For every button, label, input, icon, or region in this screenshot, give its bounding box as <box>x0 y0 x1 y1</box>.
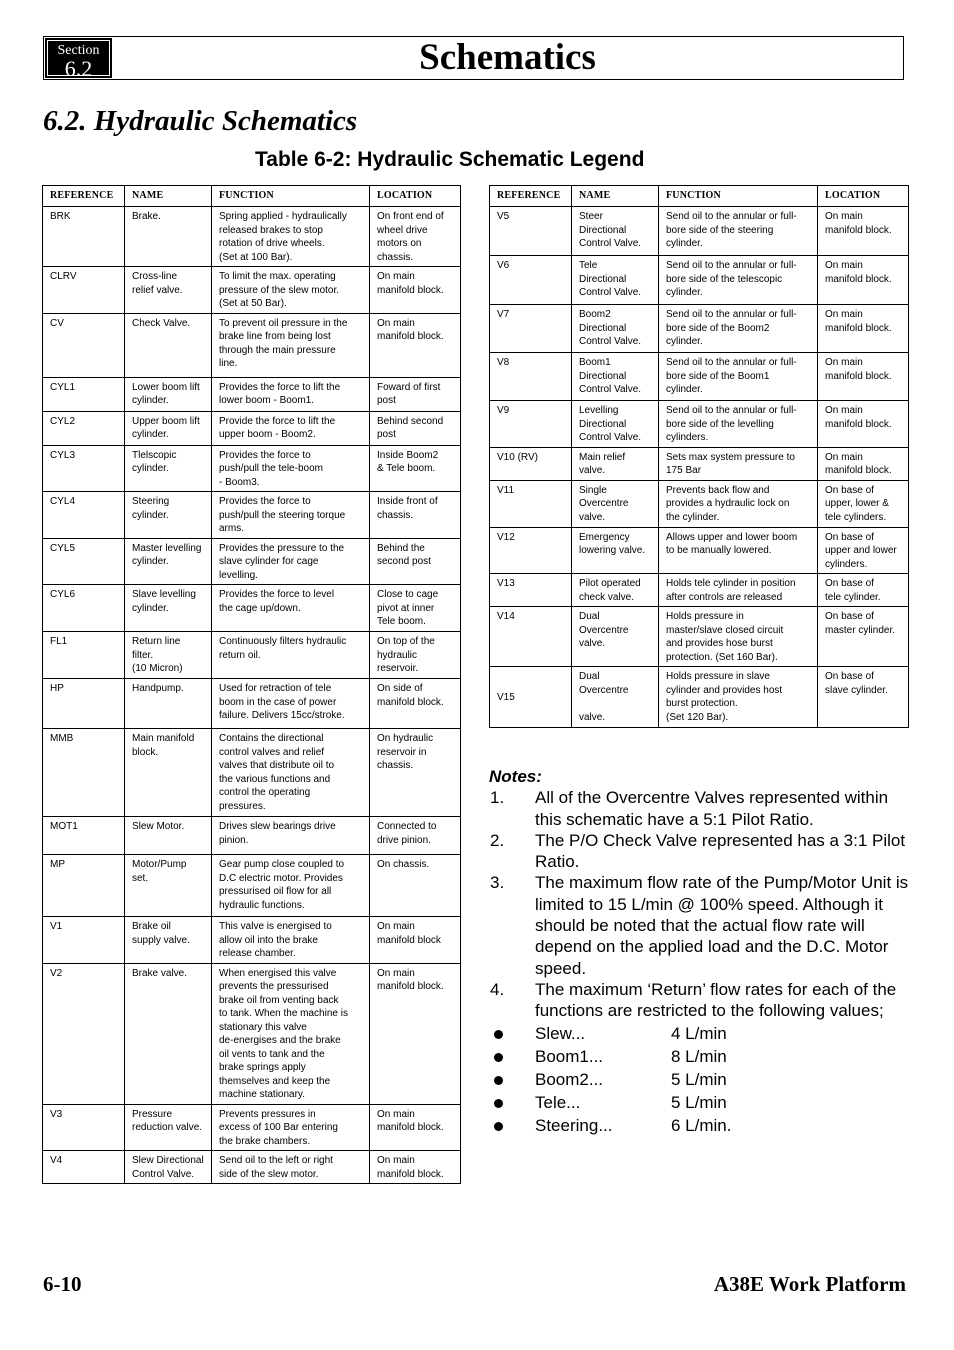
cell-function: Provides the force to push/pull the tele-boom - Boom3. <box>212 445 370 492</box>
section-badge <box>45 38 112 81</box>
cell-reference: V3 <box>43 1104 125 1151</box>
cell-function: Send oil to the annular or full- bore side of the Boom1 cylinder. <box>659 353 818 401</box>
section-heading: 6.2. Hydraulic Schematics <box>43 105 358 137</box>
cell-name: Levelling Directional Control Valve. <box>572 401 659 448</box>
column-header-reference: REFERENCE <box>43 186 125 207</box>
bullet-icon <box>494 1076 503 1085</box>
cell-reference: FL1 <box>43 632 125 679</box>
cell-reference: MOT1 <box>43 817 125 855</box>
cell-name: Dual Overcentre valve. <box>572 667 659 728</box>
cell-reference: CYL4 <box>43 492 125 539</box>
cell-location: On front end of wheel drive motors on chassis. <box>370 207 461 267</box>
table-row <box>490 401 909 448</box>
cell-location: On main manifold block <box>370 917 461 964</box>
cell-reference: V2 <box>43 963 125 1104</box>
cell-function: Used for retraction of tele boom in the case of power failure. Delivers 15cc/stroke. <box>212 679 370 729</box>
cell-name: Pilot operated check valve. <box>572 574 659 607</box>
cell-function: This valve is energised to allow oil into the brake release chamber. <box>212 917 370 964</box>
column-header-name: NAME <box>125 186 212 207</box>
cell-name: Brake valve. <box>125 963 212 1104</box>
column-header-location: LOCATION <box>370 186 461 207</box>
note-text: The maximum ‘Return’ flow rates for each of the functions are restricted to the following values; <box>535 979 897 1021</box>
cell-name: Upper boom lift cylinder. <box>125 411 212 445</box>
cell-name: Slave levelling cylinder. <box>125 585 212 632</box>
cell-reference: V10 (RV) <box>490 447 572 480</box>
section-label: Section <box>57 43 100 58</box>
table-row <box>43 377 461 411</box>
cell-location: On main manifold block. <box>818 401 909 448</box>
cell-function: Gear pump close coupled to D.C electric motor. Provides pressurised oil flow for all hydraulic functions. <box>212 855 370 917</box>
cell-function: To prevent oil pressure in the brake line from being lost through the main pressure line. <box>212 313 370 377</box>
cell-name: Tlelscopic cylinder. <box>125 445 212 492</box>
cell-reference: V7 <box>490 305 572 353</box>
flow-rate-function: Slew... <box>535 1023 586 1043</box>
flow-rate-value: 5 L/min <box>671 1069 727 1089</box>
cell-reference: CV <box>43 313 125 377</box>
page-title: Schematics <box>419 37 596 78</box>
table-row <box>490 607 909 667</box>
cell-name: Tele Directional Control Valve. <box>572 256 659 305</box>
table-row <box>43 679 461 729</box>
note-text: The maximum flow rate of the Pump/Motor Unit is limited to 15 L/min @ 100% speed. Although it should be noted that the actual flow rate will depend on the applied load and the D.C. Motor speed. <box>535 873 909 978</box>
table-row <box>43 445 461 492</box>
cell-location: On main manifold block. <box>370 267 461 314</box>
cell-function: Spring applied - hydraulically released brakes to stop rotation of drive wheels. (Set at 100 Bar). <box>212 207 370 267</box>
bullet-icon <box>494 1030 503 1039</box>
table-row <box>43 632 461 679</box>
table-row <box>43 729 461 817</box>
table-row <box>43 207 461 267</box>
cell-reference: V4 <box>43 1151 125 1184</box>
cell-function: Send oil to the annular or full- bore side of the telescopic cylinder. <box>659 256 818 305</box>
cell-reference: CYL5 <box>43 538 125 585</box>
table-row <box>43 492 461 539</box>
cell-function: Send oil to the annular or full- bore side of the Boom2 cylinder. <box>659 305 818 353</box>
cell-name: Boom2 Directional Control Valve. <box>572 305 659 353</box>
table-row <box>43 917 461 964</box>
cell-reference: V5 <box>490 207 572 256</box>
note-item <box>489 872 909 978</box>
cell-name: Main manifold block. <box>125 729 212 817</box>
note-item <box>489 830 909 873</box>
cell-location: Behind second post <box>370 411 461 445</box>
cell-location: On chassis. <box>370 855 461 917</box>
cell-name: Handpump. <box>125 679 212 729</box>
cell-name: Return line filter. (10 Micron) <box>125 632 212 679</box>
flow-rate-item <box>489 1022 909 1045</box>
cell-location: On main manifold block. <box>370 1151 461 1184</box>
cell-function: Prevents pressures in excess of 100 Bar entering the brake chambers. <box>212 1104 370 1151</box>
cell-name: Check Valve. <box>125 313 212 377</box>
cell-reference: V8 <box>490 353 572 401</box>
flow-rate-value: 8 L/min <box>671 1046 727 1066</box>
cell-location: Inside Boom2 & Tele boom. <box>370 445 461 492</box>
cell-function: Provides the force to push/pull the steering torque arms. <box>212 492 370 539</box>
cell-location: On main manifold block. <box>370 313 461 377</box>
cell-location: On main manifold block. <box>818 305 909 353</box>
table-row <box>43 411 461 445</box>
table-row <box>43 1151 461 1184</box>
cell-location: On hydraulic reservoir in chassis. <box>370 729 461 817</box>
cell-name: Boom1 Directional Control Valve. <box>572 353 659 401</box>
flow-rate-item <box>489 1114 909 1137</box>
cell-function: Sets max system pressure to 175 Bar <box>659 447 818 480</box>
note-item <box>489 787 909 830</box>
cell-reference: V1 <box>43 917 125 964</box>
cell-name: Steering cylinder. <box>125 492 212 539</box>
cell-function: Send oil to the left or right side of the slew motor. <box>212 1151 370 1184</box>
cell-reference: V14 <box>490 607 572 667</box>
cell-reference: CYL2 <box>43 411 125 445</box>
flow-rate-function: Tele... <box>535 1092 581 1112</box>
cell-location: On main manifold block. <box>370 1104 461 1151</box>
table-caption: Table 6-2: Hydraulic Schematic Legend <box>255 148 645 171</box>
notes-section <box>489 766 909 1137</box>
cell-name: Dual Overcentre valve. <box>572 607 659 667</box>
cell-function: Holds tele cylinder in position after controls are released <box>659 574 818 607</box>
table-row <box>43 313 461 377</box>
table-row <box>490 480 909 527</box>
cell-reference: MP <box>43 855 125 917</box>
table-row <box>490 353 909 401</box>
cell-name: Cross-line relief valve. <box>125 267 212 314</box>
cell-location: Connected to drive pinion. <box>370 817 461 855</box>
column-header-function: FUNCTION <box>659 186 818 207</box>
cell-location: On base of tele cylinder. <box>818 574 909 607</box>
cell-location: On base of slave cylinder. <box>818 667 909 728</box>
table-row <box>490 574 909 607</box>
table-row <box>490 447 909 480</box>
cell-location: On side of manifold block. <box>370 679 461 729</box>
table-header-row <box>490 186 909 207</box>
cell-name: Master levelling cylinder. <box>125 538 212 585</box>
bullet-icon <box>494 1122 503 1131</box>
table-row <box>43 855 461 917</box>
note-text: The P/O Check Valve represented has a 3:1 Pilot Ratio. <box>535 830 906 872</box>
note-text: All of the Overcentre Valves represented within this schematic have a 5:1 Pilot Ratio. <box>535 788 889 829</box>
cell-location: On base of upper, lower & tele cylinders. <box>818 480 909 527</box>
cell-name: Slew Motor. <box>125 817 212 855</box>
cell-name: Motor/Pump set. <box>125 855 212 917</box>
cell-location: On base of master cylinder. <box>818 607 909 667</box>
column-header-location: LOCATION <box>818 186 909 207</box>
flow-rate-function: Steering... <box>535 1115 613 1135</box>
cell-location: On main manifold block. <box>818 353 909 401</box>
cell-name: Main relief valve. <box>572 447 659 480</box>
note-number: 3. <box>490 873 505 893</box>
column-header-name: NAME <box>572 186 659 207</box>
cell-name: Emergency lowering valve. <box>572 527 659 574</box>
table-row <box>43 1104 461 1151</box>
cell-reference: V12 <box>490 527 572 574</box>
table-row <box>490 305 909 353</box>
note-number: 1. <box>490 788 505 808</box>
cell-location: On base of upper and lower cylinders. <box>818 527 909 574</box>
cell-function: Provide the force to lift the upper boom - Boom2. <box>212 411 370 445</box>
flow-rate-item <box>489 1045 909 1068</box>
cell-reference: V11 <box>490 480 572 527</box>
flow-rate-item <box>489 1091 909 1114</box>
cell-name: Brake. <box>125 207 212 267</box>
notes-title: Notes: <box>489 767 542 786</box>
table-row <box>43 817 461 855</box>
cell-reference: HP <box>43 679 125 729</box>
cell-function: Holds pressure in slave cylinder and provides host burst protection. (Set 120 Bar). <box>659 667 818 728</box>
cell-location: Behind the second post <box>370 538 461 585</box>
note-number: 2. <box>490 830 505 850</box>
table-row <box>43 267 461 314</box>
cell-name: Steer Directional Control Valve. <box>572 207 659 256</box>
cell-function: Contains the directional control valves and relief valves that distribute oil to the various functions and control the operating pressures. <box>212 729 370 817</box>
cell-function: Holds pressure in master/slave closed circuit and provides hose burst protection. (Set 160 Bar). <box>659 607 818 667</box>
legend-table-right <box>489 185 909 728</box>
cell-function: When energised this valve prevents the pressurised brake oil from venting back to tank. When the machine is stationary this valve de-energises and the brake oil vents to tank and the brake springs apply themselves and keep the machine stationary. <box>212 963 370 1104</box>
product-name: A38E Work Platform <box>713 1272 906 1296</box>
note-number: 4. <box>490 979 505 999</box>
cell-reference: BRK <box>43 207 125 267</box>
table-row <box>490 207 909 256</box>
cell-function: Drives slew bearings drive pinion. <box>212 817 370 855</box>
cell-function: Send oil to the annular or full- bore side of the steering cylinder. <box>659 207 818 256</box>
table-header-row <box>43 186 461 207</box>
cell-location: On main manifold block. <box>818 447 909 480</box>
column-header-reference: REFERENCE <box>490 186 572 207</box>
cell-reference: CYL1 <box>43 377 125 411</box>
page-number: 6-10 <box>43 1272 82 1296</box>
cell-function: Send oil to the annular or full- bore side of the levelling cylinders. <box>659 401 818 448</box>
cell-function: Provides the pressure to the slave cylinder for cage levelling. <box>212 538 370 585</box>
cell-reference: CYL3 <box>43 445 125 492</box>
table-row <box>490 527 909 574</box>
bullet-icon <box>494 1099 503 1108</box>
cell-name: Slew Directional Control Valve. <box>125 1151 212 1184</box>
section-number: 6.2 <box>64 56 93 81</box>
cell-function: Allows upper and lower boom to be manually lowered. <box>659 527 818 574</box>
cell-function: Continuously filters hydraulic return oil. <box>212 632 370 679</box>
cell-location: Inside front of chassis. <box>370 492 461 539</box>
cell-reference: V9 <box>490 401 572 448</box>
flow-rate-value: 6 L/min. <box>671 1115 732 1135</box>
cell-name: Lower boom lift cylinder. <box>125 377 212 411</box>
legend-table-left <box>42 185 461 1184</box>
flow-rate-value: 4 L/min <box>671 1023 727 1043</box>
cell-reference: CYL6 <box>43 585 125 632</box>
cell-reference: V15 <box>490 667 572 728</box>
table-row <box>43 538 461 585</box>
note-item <box>489 979 909 1022</box>
cell-name: Pressure reduction valve. <box>125 1104 212 1151</box>
cell-reference: V13 <box>490 574 572 607</box>
cell-name: Single Overcentre valve. <box>572 480 659 527</box>
cell-location: Close to cage pivot at inner Tele boom. <box>370 585 461 632</box>
cell-location: Foward of first post <box>370 377 461 411</box>
cell-function: Provides the force to lift the lower boom - Boom1. <box>212 377 370 411</box>
flow-rate-function: Boom2... <box>535 1069 604 1089</box>
table-row <box>43 585 461 632</box>
cell-location: On main manifold block. <box>818 207 909 256</box>
cell-location: On main manifold block. <box>818 256 909 305</box>
flow-rate-value: 5 L/min <box>671 1092 727 1112</box>
page-header <box>43 36 904 80</box>
table-row <box>490 256 909 305</box>
cell-function: To limit the max. operating pressure of the slew motor. (Set at 50 Bar). <box>212 267 370 314</box>
cell-reference: V6 <box>490 256 572 305</box>
cell-location: On main manifold block. <box>370 963 461 1104</box>
cell-location: On top of the hydraulic reservoir. <box>370 632 461 679</box>
cell-function: Provides the force to level the cage up/down. <box>212 585 370 632</box>
flow-rate-function: Boom1... <box>535 1046 604 1066</box>
flow-rate-item <box>489 1068 909 1091</box>
table-row <box>490 667 909 728</box>
table-row <box>43 963 461 1104</box>
bullet-icon <box>494 1053 503 1062</box>
cell-function: Prevents back flow and provides a hydraulic lock on the cylinder. <box>659 480 818 527</box>
column-header-function: FUNCTION <box>212 186 370 207</box>
cell-name: Brake oil supply valve. <box>125 917 212 964</box>
cell-reference: MMB <box>43 729 125 817</box>
cell-reference: CLRV <box>43 267 125 314</box>
